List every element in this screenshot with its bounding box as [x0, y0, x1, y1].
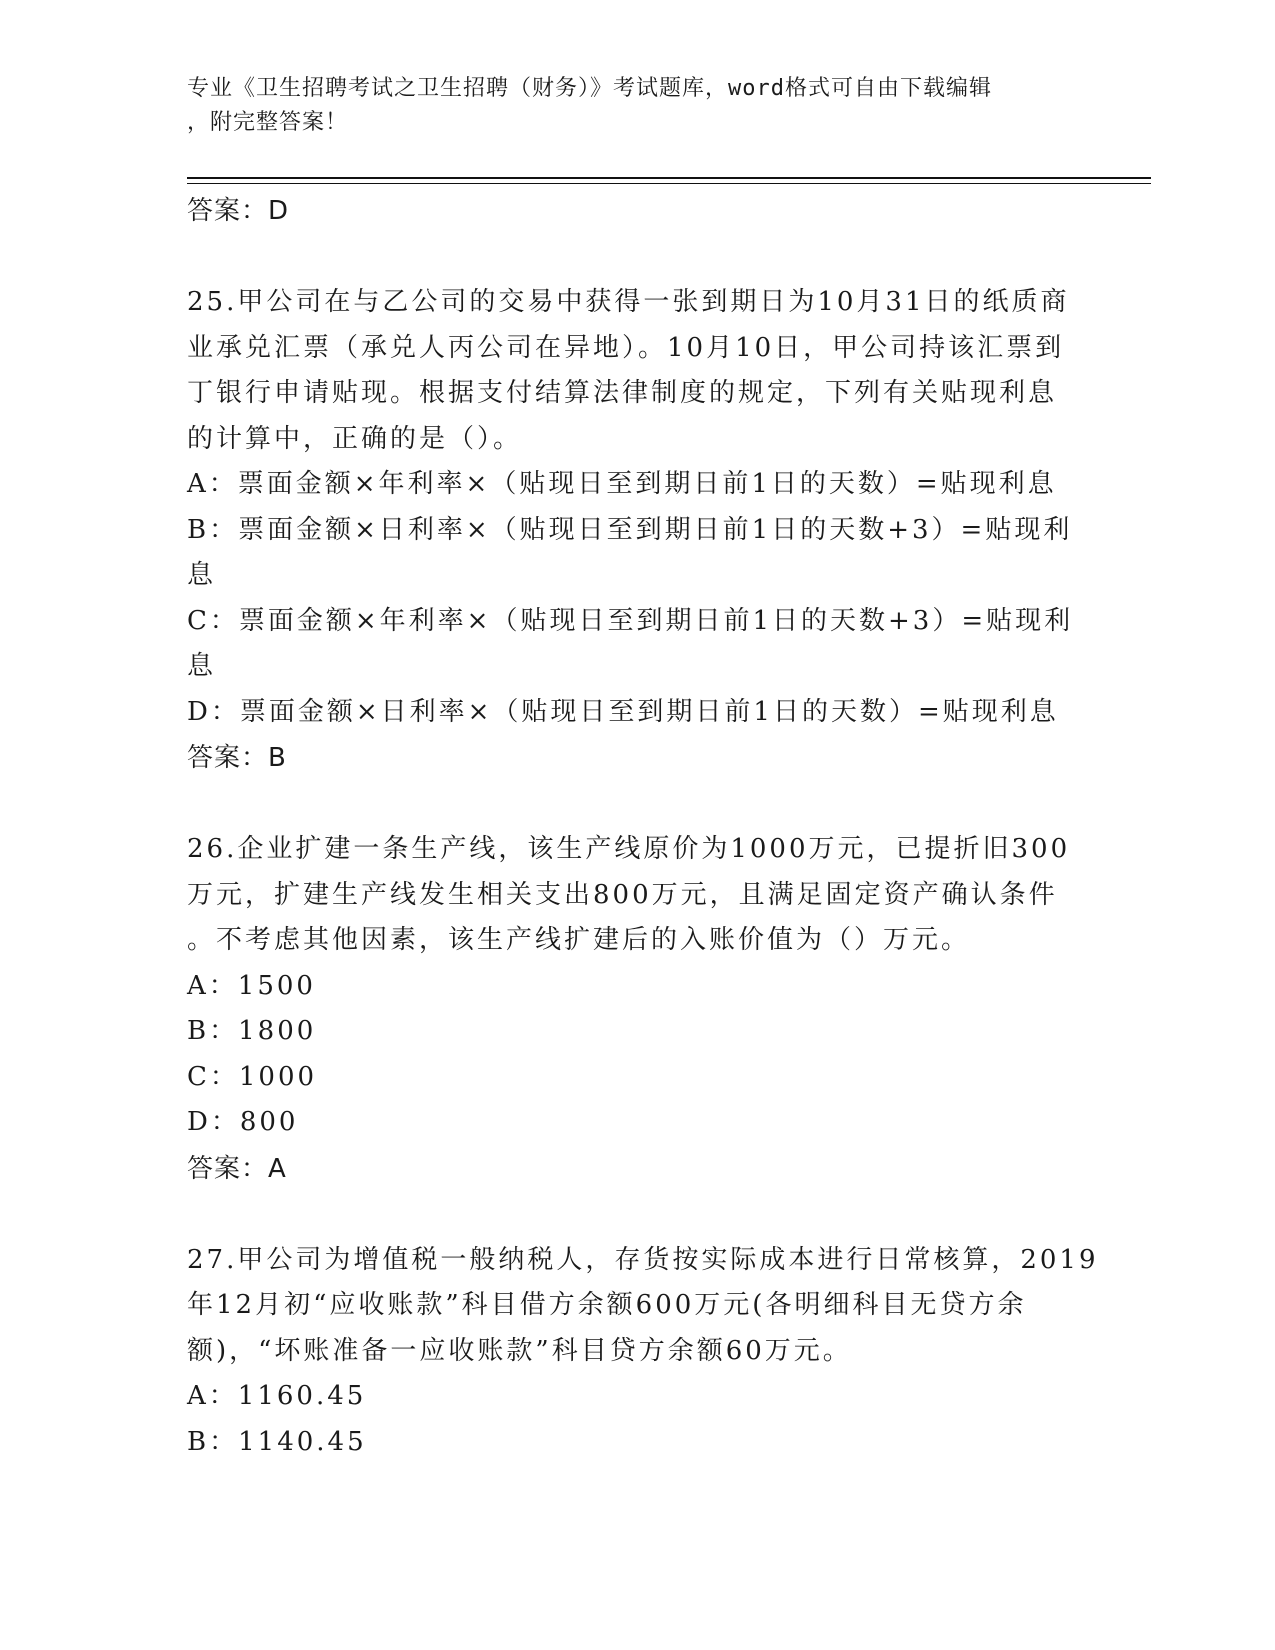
document-body: [187, 188, 1099, 1465]
spacer: [187, 1192, 1087, 1238]
question-text-line: 业承兑汇票（承兑人丙公司在异地）。10月10日，甲公司持该汇票到: [187, 332, 1065, 363]
option-b: B：票面金额×日利率×（贴现日至到期日前1日的天数+3）=贴现利: [187, 514, 1073, 545]
spacer: [187, 234, 1087, 280]
answer-25: 答案：B: [187, 743, 287, 773]
option-c-continued: 息: [187, 651, 217, 681]
question-text-line: 丁银行申请贴现。根据支付结算法律制度的规定，下列有关贴现利息: [187, 378, 1058, 408]
question-text-line: 万元，扩建生产线发生相关支出800万元，且满足固定资产确认条件: [187, 879, 1058, 910]
option-b-continued: 息: [187, 560, 217, 590]
option-b: B：1140.45: [187, 1426, 367, 1457]
option-a: A：1160.45: [187, 1381, 367, 1411]
header-divider-thick: [187, 177, 1151, 179]
header-divider-thin: [187, 183, 1151, 184]
answer-26: 答案：A: [187, 1153, 287, 1184]
question-text-line: 的计算中，正确的是（）。: [187, 423, 523, 454]
question-26: [187, 827, 1087, 1192]
question-text-line: 额)，“坏账准备一应收账款”科目贷方余额60万元。: [187, 1335, 852, 1366]
previous-answer: 答案：D: [187, 196, 290, 226]
question-text-line: 。不考虑其他因素，该生产线扩建后的入账价值为（）万元。: [187, 925, 971, 955]
option-d: D：票面金额×日利率×（贴现日至到期日前1日的天数）=贴现利息: [187, 696, 1059, 727]
question-25: [187, 280, 1087, 781]
option-c: C：1000: [187, 1061, 318, 1092]
header-line-2: ，附完整答案！: [187, 110, 349, 135]
question-27: [187, 1238, 1099, 1466]
option-d: D：800: [187, 1107, 299, 1137]
spacer: [187, 781, 1087, 827]
question-text-line: 25.甲公司在与乙公司的交易中获得一张到期日为10月31日的纸质商: [187, 287, 1070, 317]
question-text-line: 年12月初“应收账款”科目借方余额600万元(各明细科目无贷方余: [187, 1290, 1027, 1320]
header-line-1: 专业《卫生招聘考试之卫生招聘（财务）》考试题库，word格式可自由下载编辑: [187, 76, 992, 101]
question-text-line: 27.甲公司为增值税一般纳税人，存货按实际成本进行日常核算，2019: [187, 1244, 1099, 1275]
option-c: C：票面金额×年利率×（贴现日至到期日前1日的天数+3）=贴现利: [187, 605, 1074, 636]
option-b: B：1800: [187, 1016, 317, 1046]
question-text-line: 26.企业扩建一条生产线，该生产线原价为1000万元，已提折旧300: [187, 834, 1071, 864]
option-a: A：票面金额×年利率×（贴现日至到期日前1日的天数）=贴现利息: [187, 469, 1057, 499]
document-header: [187, 72, 1067, 140]
option-a: A：1500: [187, 970, 316, 1001]
